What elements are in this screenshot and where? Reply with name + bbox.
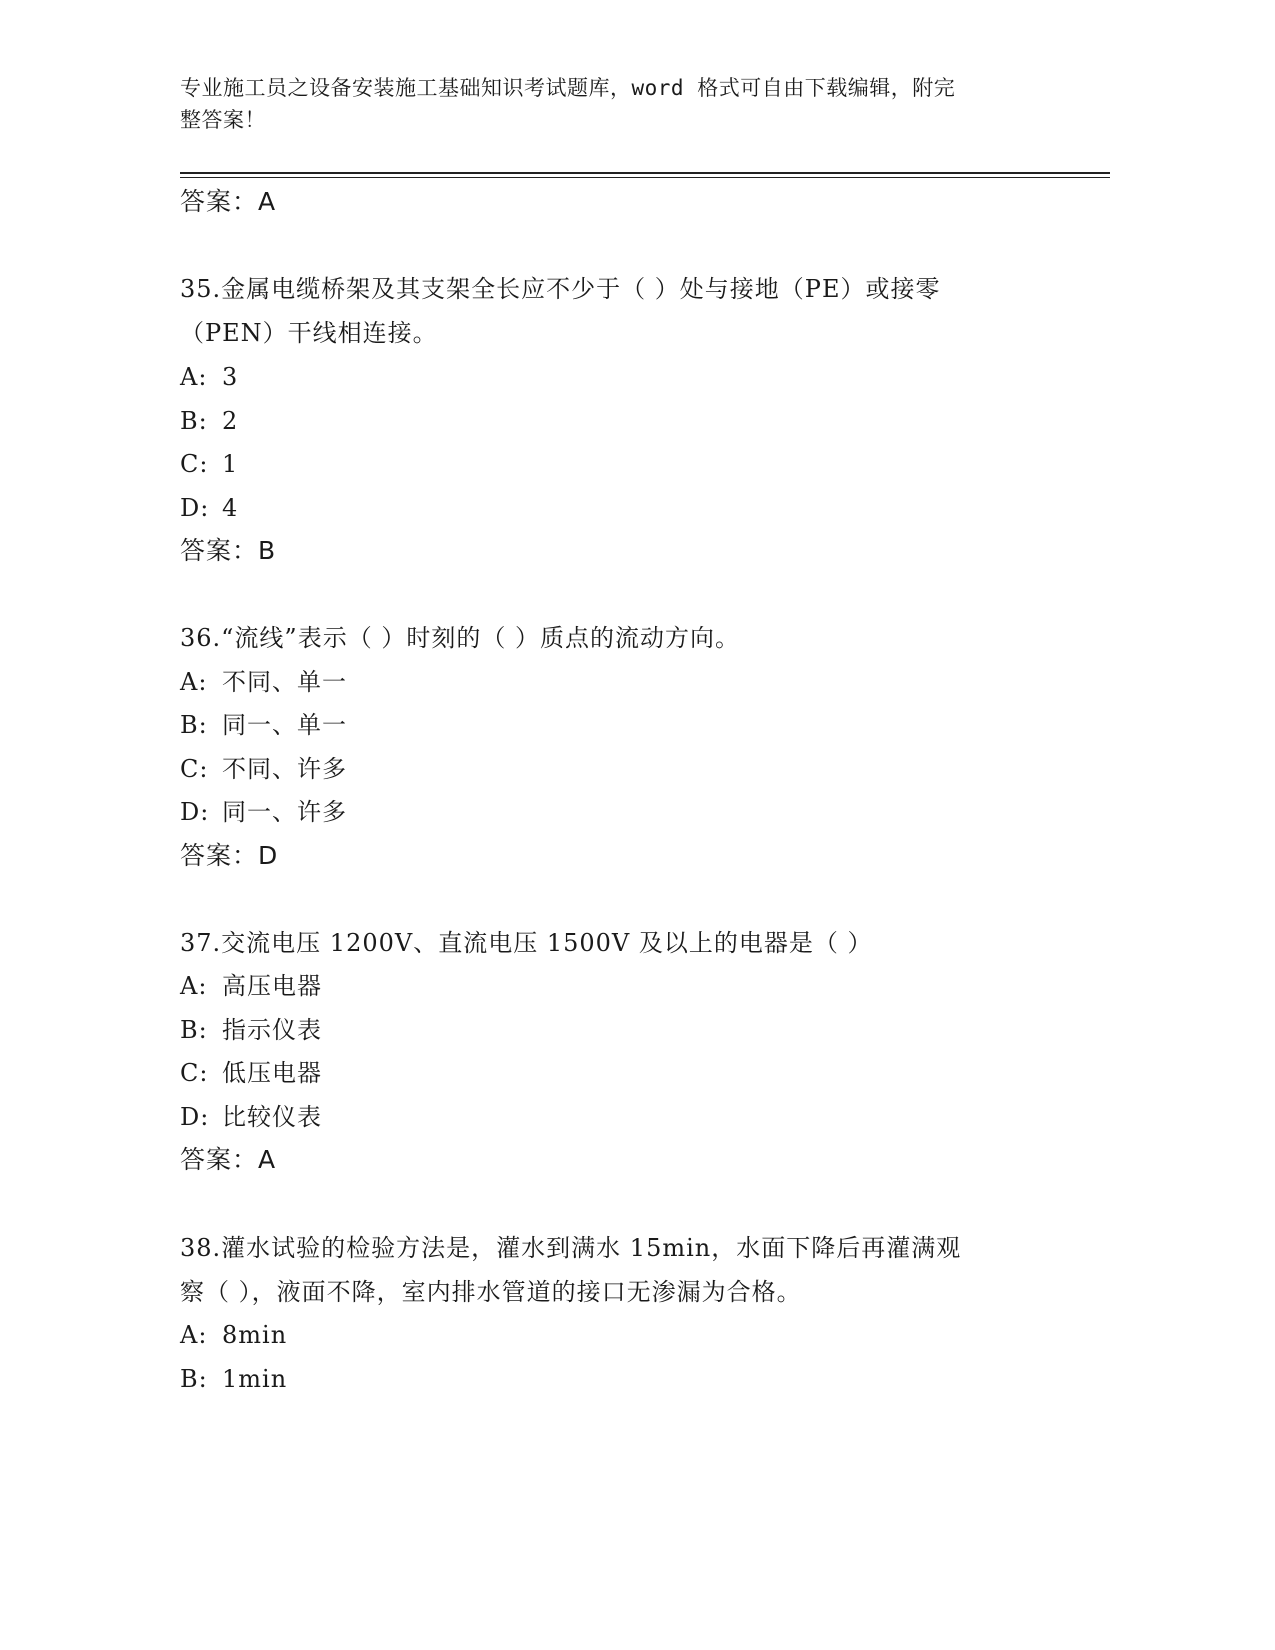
document-header — [180, 72, 1040, 136]
question-35-stem-line-1: 35.金属电缆桥架及其支架全长应不少于（ ）处与接地（PE）或接零 — [180, 275, 941, 303]
question-37-option-a — [180, 971, 322, 1001]
option-text: 不同、单一 — [222, 668, 347, 696]
question-38-stem-line-2: 察（ ），液面不降，室内排水管道的接口无渗漏为合格。 — [180, 1278, 802, 1306]
header-line-1: 专业施工员之设备安装施工基础知识考试题库，word 格式可自由下载编辑，附完 — [180, 76, 956, 100]
option-letter: A: — [180, 668, 208, 696]
option-text: 1 — [222, 450, 239, 478]
option-letter: D: — [180, 1103, 210, 1131]
question-38-stem-line-1: 38.灌水试验的检验方法是，灌水到满水 15min，水面下降后再灌满观 — [180, 1234, 962, 1262]
option-text: 指示仪表 — [222, 1016, 322, 1044]
question-35-stem-line-2: （PEN）干线相连接。 — [180, 319, 438, 347]
question-38-option-a — [180, 1320, 287, 1350]
option-text: 高压电器 — [222, 972, 322, 1000]
option-text: 4 — [222, 494, 239, 522]
header-divider-thin — [180, 177, 1110, 178]
option-letter: B: — [180, 711, 208, 739]
option-text: 同一、许多 — [222, 798, 347, 826]
header-line-2: 整答案！ — [180, 108, 266, 132]
question-38-option-b — [180, 1364, 287, 1394]
option-letter: B: — [180, 1016, 208, 1044]
question-36-option-a — [180, 667, 347, 697]
option-text: 比较仪表 — [222, 1103, 322, 1131]
question-35-option-c — [180, 449, 238, 479]
question-37-stem-line-1: 37.交流电压 1200V、直流电压 1500V 及以上的电器是（ ） — [180, 929, 873, 957]
option-letter: B: — [180, 1365, 208, 1393]
option-letter: C: — [180, 1059, 209, 1087]
option-text: 低压电器 — [222, 1059, 322, 1087]
option-letter: C: — [180, 755, 209, 783]
question-37-option-b — [180, 1015, 322, 1045]
question-36-option-c — [180, 754, 347, 784]
question-37-option-d — [180, 1102, 322, 1132]
question-36-answer: 答案：D — [180, 841, 279, 870]
option-text: 8min — [222, 1321, 288, 1349]
question-35-option-b — [180, 406, 238, 436]
question-36-option-d — [180, 797, 347, 827]
option-text: 2 — [222, 407, 239, 435]
question-35-option-a — [180, 362, 238, 392]
option-letter: A: — [180, 363, 208, 391]
question-36-stem-line-1: 36.“流线”表示（ ）时刻的（ ）质点的流动方向。 — [180, 624, 740, 652]
document-page — [180, 0, 1110, 1650]
option-letter: A: — [180, 972, 208, 1000]
option-letter: B: — [180, 407, 208, 435]
option-text: 同一、单一 — [222, 711, 347, 739]
option-text: 不同、许多 — [222, 755, 347, 783]
question-37-option-c — [180, 1058, 322, 1088]
option-text: 3 — [222, 363, 239, 391]
option-letter: C: — [180, 450, 209, 478]
option-text: 1min — [222, 1365, 288, 1393]
header-divider-thick — [180, 172, 1110, 174]
question-37-answer: 答案：A — [180, 1145, 277, 1174]
option-letter: D: — [180, 494, 210, 522]
previous-answer: 答案：A — [180, 187, 277, 216]
question-36-option-b — [180, 710, 347, 740]
question-35-option-d — [180, 493, 238, 523]
option-letter: A: — [180, 1321, 208, 1349]
option-letter: D: — [180, 798, 210, 826]
question-35-answer: 答案：B — [180, 536, 277, 565]
